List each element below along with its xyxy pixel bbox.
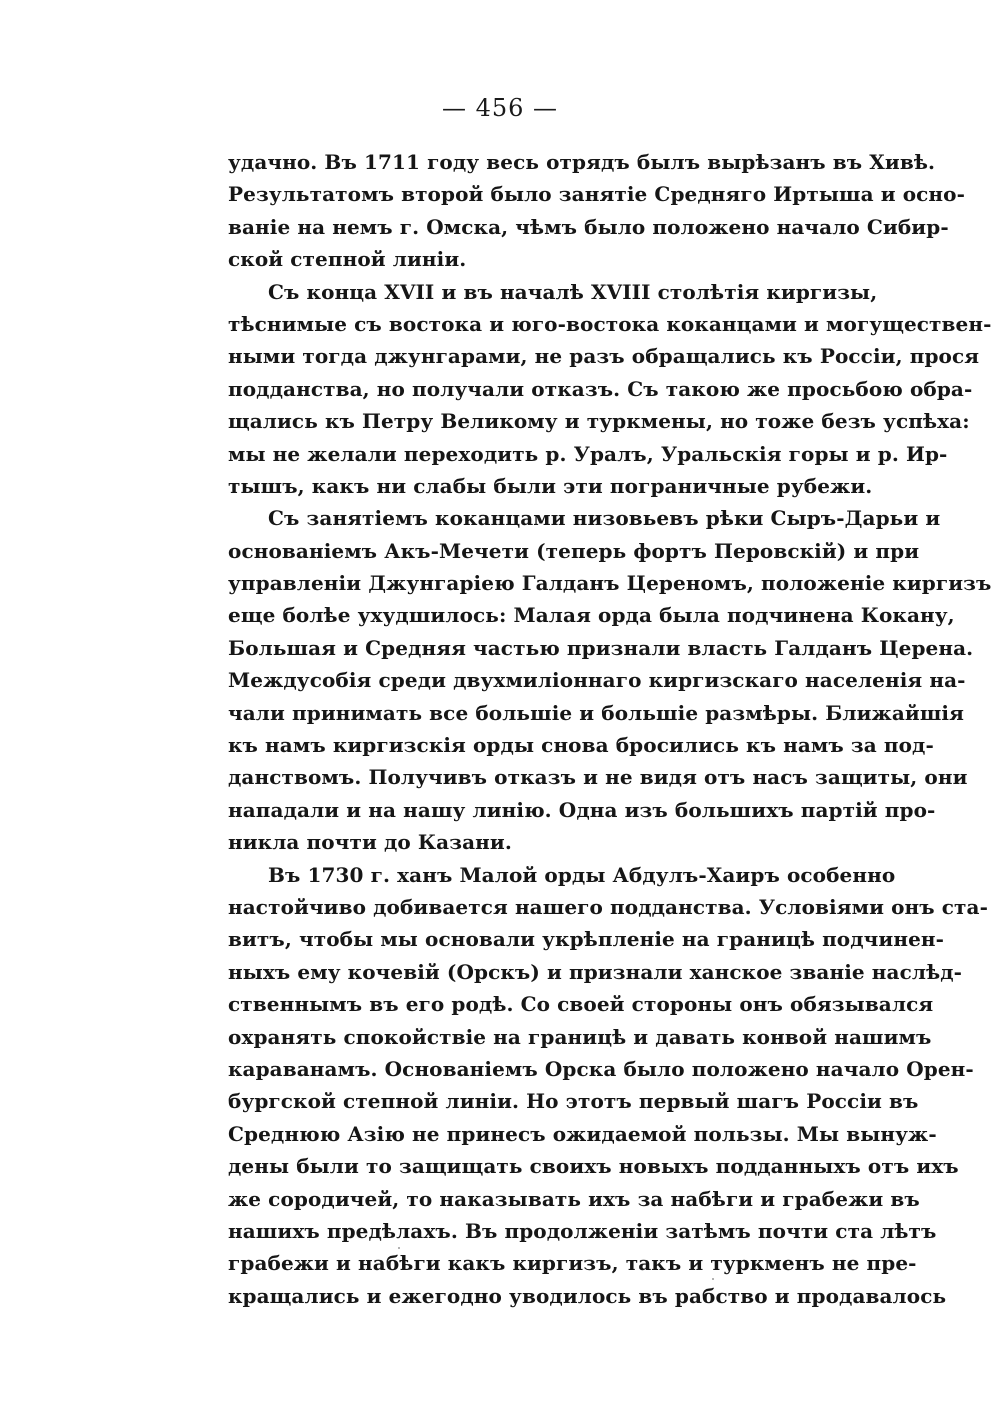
- text-line: никла почти до Казани.: [228, 830, 512, 855]
- text-line: же сородичей, то наказывать ихъ за набѣги и грабежи въ: [228, 1186, 920, 1211]
- text-line: данствомъ. Получивъ отказъ и не видя отъ насъ защиты, они: [228, 765, 968, 790]
- text-line: дены были то защищать своихъ новыхъ подданныхъ отъ ихъ: [228, 1154, 959, 1179]
- text-line: еще болѣе ухудшилось: Малая орда была подчинена Кокану,: [228, 603, 955, 628]
- text-line: Большая и Средняя частью признали власть Галданъ Церена.: [228, 635, 974, 660]
- text-line: нашихъ предѣлахъ. Въ продолженіи затѣмъ почти ста лѣтъ: [228, 1218, 937, 1243]
- text-line: Среднюю Азію не принесъ ожидаемой пользы. Мы вынуж-: [228, 1121, 937, 1146]
- text-line: охранять спокойствіе на границѣ и давать конвой нашимъ: [228, 1024, 932, 1049]
- text-line: грабежи и набѣги какъ киргизъ, такъ и туркменъ не пре-: [228, 1251, 917, 1276]
- text-line: удачно. Въ 1711 году весь отрядъ былъ вырѣзанъ въ Хивѣ.: [228, 150, 936, 174]
- text-line: ской степной линіи.: [228, 247, 467, 272]
- text-line: управленіи Джунгаріею Галданъ Цереномъ, положеніе киргизъ: [228, 571, 992, 596]
- text-line: тышъ, какъ ни слабы были эти пограничные рубежи.: [228, 473, 873, 498]
- page-number: — 456 —: [441, 94, 559, 122]
- text-line: Съ занятіемъ коканцами низовьевъ рѣки Сыръ-Дарьи и: [268, 506, 941, 531]
- paragraph-3: [228, 502, 992, 858]
- scan-speck: [398, 1247, 400, 1249]
- text-line: Въ 1730 г. ханъ Малой орды Абдулъ-Хаиръ особенно: [268, 862, 896, 887]
- text-line: бургской степной линіи. Но этотъ первый шагъ Россіи въ: [228, 1089, 919, 1114]
- text-line: тѣснимые съ востока и юго-востока коканцами и могуществен-: [228, 311, 992, 336]
- text-line: чали принимать все большіе и большіе размѣры. Ближайшія: [228, 700, 964, 725]
- text-line: Междусобія среди двухмиліоннаго киргизскаго населенія на-: [228, 668, 966, 693]
- text-line: Съ конца XVII и въ началѣ XVIII столѣтія киргизы,: [268, 279, 878, 304]
- paragraph-2: [228, 276, 992, 503]
- text-line: къ намъ киргизскія орды снова бросились къ намъ за под-: [228, 733, 934, 758]
- text-line: Результатомъ второй было занятіе Средняго Иртыша и осно-: [228, 182, 965, 207]
- text-line: ныхъ ему кочевій (Орскъ) и признали ханское званіе наслѣд-: [228, 959, 963, 984]
- text-line: кращались и ежегодно уводилось въ рабство и продавалось: [228, 1283, 947, 1308]
- body-text: [228, 146, 992, 1312]
- text-line: мы не желали переходить р. Уралъ, Уральскія горы и р. Ир-: [228, 441, 948, 466]
- text-line: щались къ Петру Великому и туркмены, но тоже безъ успѣха:: [228, 409, 970, 434]
- text-line: витъ, чтобы мы основали укрѣпленіе на границѣ подчинен-: [228, 927, 945, 952]
- text-line: ными тогда джунгарами, не разъ обращались къ Россіи, прося: [228, 344, 980, 369]
- text-line: нападали и на нашу линію. Одна изъ большихъ партій про-: [228, 797, 936, 822]
- text-line: ваніе на немъ г. Омска, чѣмъ было положено начало Сибир-: [228, 214, 949, 239]
- text-line: ственнымъ въ его родѣ. Со своей стороны онъ обязывался: [228, 992, 934, 1017]
- paragraph-4: [228, 859, 989, 1312]
- paragraph-1: [228, 146, 965, 276]
- text-line: основаніемъ Акъ-Мечети (теперь фортъ Перовскій) и при: [228, 538, 920, 563]
- text-line: настойчиво добивается нашего подданства. Условіями онъ ста-: [228, 894, 989, 919]
- text-line: подданства, но получали отказъ. Съ такою же просьбою обра-: [228, 376, 973, 401]
- text-line: караванамъ. Основаніемъ Орска было положено начало Орен-: [228, 1056, 974, 1081]
- scan-speck: [712, 1278, 714, 1280]
